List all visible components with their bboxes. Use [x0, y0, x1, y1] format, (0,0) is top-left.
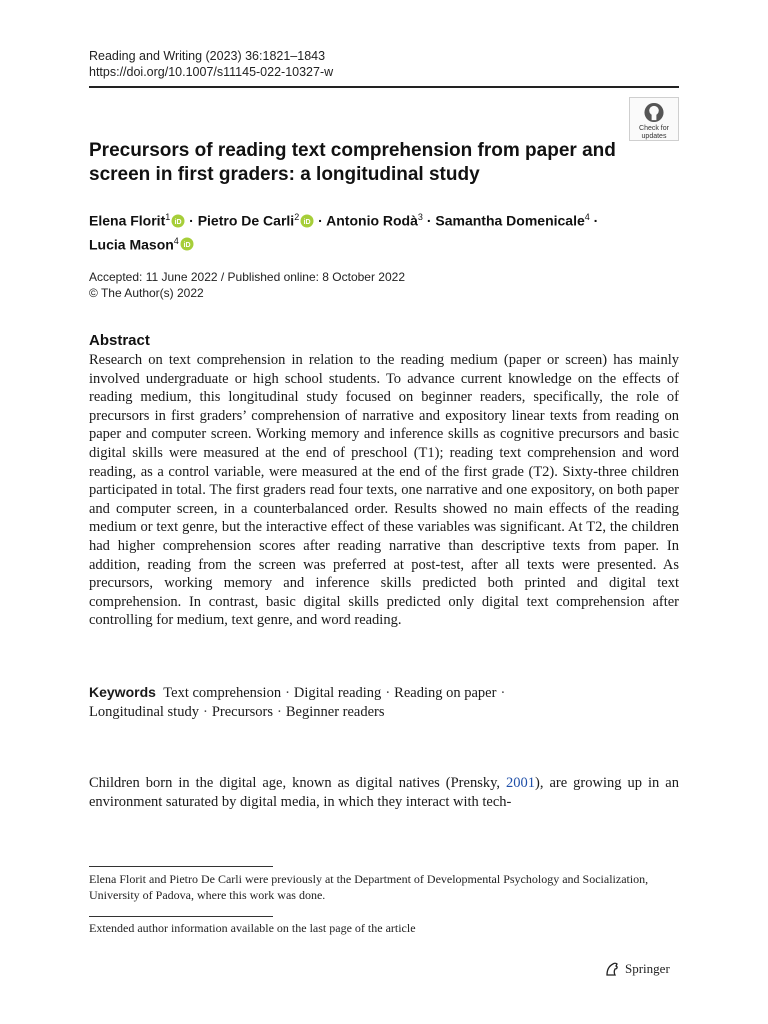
- keyword: Digital reading: [293, 685, 382, 701]
- title-line2: screen in first graders: a longitudinal study: [89, 164, 480, 185]
- author-name[interactable]: Lucia Mason: [89, 236, 174, 253]
- orcid-icon[interactable]: [180, 237, 194, 251]
- doi-link[interactable]: https://doi.org/10.1007/s11145-022-10327-w: [89, 65, 334, 79]
- keyword: Beginner readers: [285, 704, 385, 720]
- keyword-separator: ·: [500, 685, 506, 701]
- citation-link[interactable]: 2001: [506, 775, 536, 791]
- author-affiliation: 4: [584, 212, 590, 222]
- author-name[interactable]: Pietro De Carli: [197, 212, 295, 229]
- footnote-divider: [89, 866, 273, 867]
- footnote-extended-info: Extended author information available on the last page of the article: [89, 921, 416, 935]
- article-title: [89, 139, 629, 187]
- author-affiliation: 3: [417, 212, 423, 222]
- svg-text:iD: iD: [303, 218, 311, 226]
- header-divider: [89, 86, 679, 88]
- introduction-paragraph: [89, 774, 679, 812]
- orcid-icon[interactable]: [300, 214, 314, 228]
- keyword-separator: ·: [385, 685, 391, 701]
- crossmark-icon: [643, 102, 665, 123]
- journal-citation: Reading and Writing (2023) 36:1821–1843: [89, 49, 326, 63]
- author-name[interactable]: Elena Florit: [89, 212, 166, 229]
- keywords: [89, 683, 679, 722]
- keyword: Longitudinal study: [89, 704, 199, 720]
- publisher-logo: [604, 961, 670, 977]
- author-name[interactable]: Antonio Rodà: [326, 212, 418, 229]
- orcid-icon[interactable]: [171, 214, 185, 228]
- accepted-published: Accepted: 11 June 2022 / Published online: 8 October 2022: [89, 270, 406, 284]
- copyright: © The Author(s) 2022: [89, 286, 204, 300]
- author-affiliation: 1: [165, 212, 171, 222]
- footnote-affiliation: Elena Florit and Pietro De Carli were previously at the Department of Developmental Psychology and Socialization, University of Padova, where this work was done.: [89, 872, 649, 902]
- intro-text-after: ), are growing up in an environment saturated by digital media, in which they interact with tech-: [89, 775, 679, 810]
- springer-horse-icon: [604, 961, 620, 977]
- intro-text-before: Children born in the digital age, known as digital natives (Prensky,: [89, 775, 507, 791]
- check-updates-line1: Check for: [639, 125, 669, 132]
- svg-text:iD: iD: [174, 218, 182, 226]
- keyword: Precursors: [211, 704, 274, 720]
- abstract-text: Research on text comprehension in relation to the reading medium (paper or screen) has mainly involved undergraduate or high school students. To advance current knowledge on the effects of reading medium, this longitudinal study focused on beginner readers, specifically, the role of precursors in first graders’ comprehension of narrative and expository linear texts from reading on paper and computer screen. Working memory and inference skills as cognitive precursors and basic digital skills were measured at the end of preschool (T1); reading text comprehension and word reading, as a control variable, were measured at the end of the first grade (T2). Sixty-three children participated in total. The first graders read four texts, one narrative and one expository, on both paper and computer screen, in a counterbalanced order. Results showed no main effects of the reading medium or text genre, but the interactive effect of these variables was significant. At T2, the children had higher comprehension scores after reading narrative than descriptive texts from paper. In addition, reading from the screen was preferred at post-test, after all texts were presented. As precursors, working memory and inference skills predicted both printed and digital text comprehension. In contrast, basic digital skills predicted only digital text comprehension after controlling for medium, text genre, and word reading.: [89, 352, 679, 629]
- journal-header: [89, 48, 333, 80]
- keyword: Reading on paper: [394, 685, 497, 701]
- author-name[interactable]: Samantha Domenicale: [435, 212, 585, 229]
- author-affiliation: 2: [294, 212, 300, 222]
- abstract-heading: Abstract: [89, 332, 150, 349]
- check-updates-line2: updates: [641, 132, 667, 140]
- keywords-heading: Keywords: [89, 684, 156, 700]
- publication-dates: [89, 269, 405, 301]
- keyword-separator: ·: [285, 685, 290, 701]
- keyword: Text comprehension: [163, 685, 282, 701]
- check-for-updates-badge[interactable]: [629, 97, 679, 141]
- title-line1: Precursors of reading text comprehension from paper and: [89, 140, 616, 161]
- svg-text:iD: iD: [183, 242, 191, 250]
- keyword-separator: ·: [202, 704, 208, 720]
- footnote-divider: [89, 916, 273, 917]
- keyword-separator: ·: [277, 704, 282, 720]
- publisher-name: Springer: [625, 961, 670, 976]
- author-list: Elena Florit$^1$ iD · Pietro De Carli$^2$ iD · Antonio Rodà$^3$ · Samantha Domenicale$^4$ · Lucia Mason$^4$ iD: [89, 212, 599, 253]
- author-affiliation: 4: [173, 235, 179, 246]
